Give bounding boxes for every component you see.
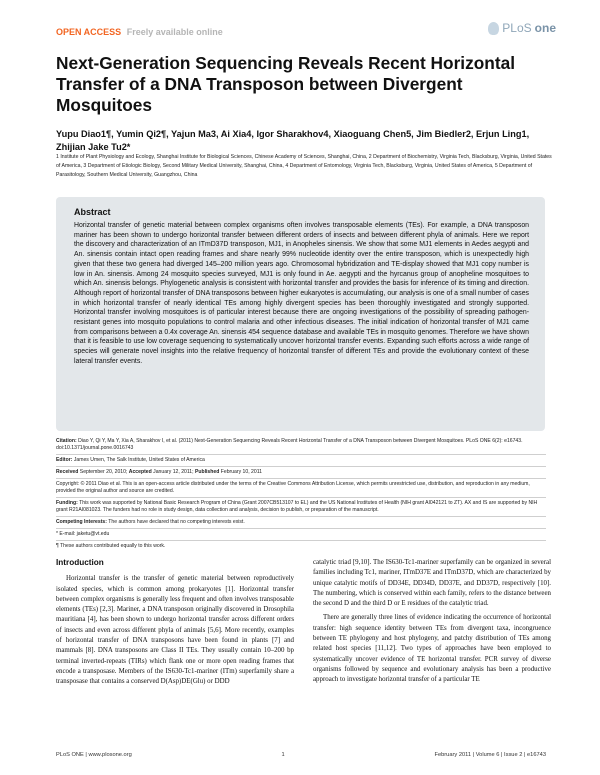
citation-text: Diao Y, Qi Y, Ma Y, Xia A, Sharakhov I, et al. (2011) Next-Generation Sequencing Reveals Recent Horizontal Transfer of a DNA Transposon between Divergent Mosquitoes. PLoS ONE 6(2): e16743. doi:10.1371/journal.pone.0016743 (56, 438, 523, 451)
received-label: Received (56, 469, 79, 475)
corresponding-email: * E-mail: jaketu@vt.edu (56, 531, 110, 537)
left-column (56, 558, 294, 692)
logo-one-text: one (534, 21, 556, 35)
accepted-label: Accepted (128, 469, 152, 475)
published-date: February 10, 2011 (220, 469, 262, 475)
equal-contribution-note: ¶ These authors contributed equally to this work. (56, 543, 166, 549)
freely-available-label: Freely available online (126, 27, 223, 37)
competing-label: Competing Interests: (56, 519, 107, 525)
logo-plos-text: PLoS (502, 21, 532, 35)
right-paragraph-2: There are generally three lines of evidence indicating the occurrence of horizontal transfer: high sequence identity between TEs from divergent taxa, incongruence between TE phylogeny and host phylogeny, and patchy distribution of TEs among related host species [11,12]. Two types of approaches have been employed to systematically uncover evidence of TE horizontal transfer. PCR survey of diverse organisms followed by sequence and evolutionary analysis has been a productive approach to investigate horizontal transfer of a particular TE (313, 614, 551, 684)
open-access-label: OPEN ACCESS (56, 27, 122, 37)
right-column (313, 558, 551, 690)
intro-paragraph-1: Horizontal transfer is the transfer of genetic material between reproductively isolated species, which is common among prokaryotes [1]. Horizontal transfer between complex organisms is generally less frequent and often involves transposable elements (TEs) [2,3]. Mariner, a DNA transposon originally discovered in Drosophila mauritiana [4], has been shown to undergo horizontal transfer across different orders of insects and even across different phyla of animals [5,6]. More recently, examples of horizontal transfer of DNA transposons have been found in plants [7] and mammals [8]. DNA transposons are Class II TEs. They usually contain 10–200 bp terminal inverted-repeats (TIRs) which flank one or more open reading frames that encode a transposase. Members of the IS630-Tc1-mariner (ITm) superfamily share a transposase that contains a conserved D(Asp)DE(Glu) or DDD (56, 575, 294, 686)
plos-one-logo (488, 21, 556, 35)
open-access-banner (56, 27, 223, 37)
abstract-box (56, 197, 545, 431)
competing-interests-row (56, 517, 546, 529)
abstract-text: Horizontal transfer of genetic material between complex organisms often involves transposable elements (TEs). For example, a DNA transposon mariner has been shown to undergo horizontal transfer between different orders of insects and between different phyla of animals. Here we report the discovery and characterization of an ITmD37D transposon, MJ1, in Anopheles sinensis. We show that some MJ1 elements in Aedes aegypti and An. sinensis contain intact open reading frames and share nearly 99% nucleotide identity over the entire transposon, which is unexpectedly high given that these two genera had diverged 145–200 million years ago. Chromosomal hybridization and TE-display showed that MJ1 copy number is low in An. sinensis. Among 24 mosquito species surveyed, MJ1 is only found in Ae. aegypti and the hyrcanus group of anopheline mosquitoes to which An. sinensis belongs. Phylogenetic analysis is consistent with horizontal transfer and provides the basis for inference of its timing and direction. Although report of horizontal transfer of DNA transposons between higher eukaryotes is accumulating, our analysis is one of a small number of cases in which horizontal transfer of nearly identical TEs among highly divergent species has been thoroughly investigated and strongly supported. Horizontal transfer involving mosquitoes is of particular interest because there are ongoing investigations of the possibility of spreading pathogen-resistant genes into mosquito populations to control malaria and other infectious diseases. The initial indication of horizontal transfer of MJ1 came from comparisons between a 0.4x coverage An. sinensis 454 sequence database and available TEs in mosquito genomes. Therefore we have shown that it is feasible to use low coverage sequencing to systematically uncover horizontal transfer events. Expanding such efforts across a wide range of species will generate novel insights into the relative frequency of horizontal transfer of different TEs and provide the evolutionary context of these lateral transfer events. (74, 222, 529, 365)
email-row (56, 529, 546, 541)
page-footer (56, 752, 546, 758)
article-title: Next-Generation Sequencing Reveals Recent Horizontal Transfer of a DNA Transposon between Divergent Mosquitoes (56, 53, 516, 115)
funding-label: Funding: (56, 500, 78, 506)
competing-text: The authors have declared that no competing interests exist. (108, 519, 245, 525)
accepted-date: January 12, 2011; (153, 469, 194, 475)
editor-text: James Umen, The Salk Institute, United States of America (73, 457, 205, 463)
article-metadata (56, 436, 546, 552)
footer-issue: February 2011 | Volume 6 | Issue 2 | e16743 (434, 752, 546, 758)
right-paragraph-1: catalytic triad [9,10]. The IS630-Tc1-mariner superfamily can be organized in several families including Tc1, mariner, ITmD37E and ITmD37D, which are characterized by unique catalytic motifs of DD34E, DD34D, DD37E, and DD37D, respectively [10]. The numbering, which is conserved within each family, refers to the distance between the second D and the third D or E residues of the catalytic triad. (313, 559, 551, 608)
citation-label: Citation: (56, 438, 77, 444)
copyright-row (56, 479, 546, 498)
published-label: Published (194, 469, 220, 475)
equal-contribution-row (56, 541, 546, 552)
editor-label: Editor: (56, 457, 73, 463)
editor-row (56, 455, 546, 467)
affiliations: 1 Institute of Plant Physiology and Ecology, Shanghai Institute for Biological Sciences, Chinese Academy of Sciences, Shanghai, China, 2 Department of Biochemistry, Virginia Tech, Blacksburg, Virginia, United States of America, 3 Department of Etiologic Biology, Second Military Medical University, Shanghai, China, 4 Department of Entomology, Virginia Tech, Blacksburg, Virginia, United States of America, 5 Department of Parasitology, Southern Medical University, Guangzhou, China (56, 154, 552, 178)
plos-bulb-icon (488, 22, 499, 35)
funding-text: This work was supported by National Basic Research Program of China (Grant 2007CB513107 to EL) and the US National Institutes of Health (NIH grant AI042121 to ZT). AX and IS are supported by NIH grant R21AI081023. The funders had no role in study design, data collection and analysis, decision to publish, or preparation of the manuscript. (56, 500, 538, 513)
footer-page-number: 1 (281, 752, 285, 758)
citation-row (56, 436, 546, 455)
copyright-text: Copyright: © 2011 Diao et al. This is an open-access article distributed under the terms of the Creative Commons Attribution License, which permits unrestricted use, distribution, and reproduction in any medium, provided the original author and source are credited. (56, 481, 530, 494)
author-list: Yupu Diao1¶, Yumin Qi2¶, Yajun Ma3, Ai Xia4, Igor Sharakhov4, Xiaoguang Chen5, Jim Biedler2, Erjun Ling1, Zhijian Jake Tu2* (56, 129, 530, 152)
introduction-heading: Introduction (56, 558, 104, 567)
received-date: September 20, 2010; (79, 469, 128, 475)
footer-journal: PLoS ONE | www.plosone.org (56, 752, 132, 758)
abstract-heading: Abstract (74, 207, 111, 217)
dates-row (56, 467, 546, 479)
funding-row (56, 498, 546, 517)
